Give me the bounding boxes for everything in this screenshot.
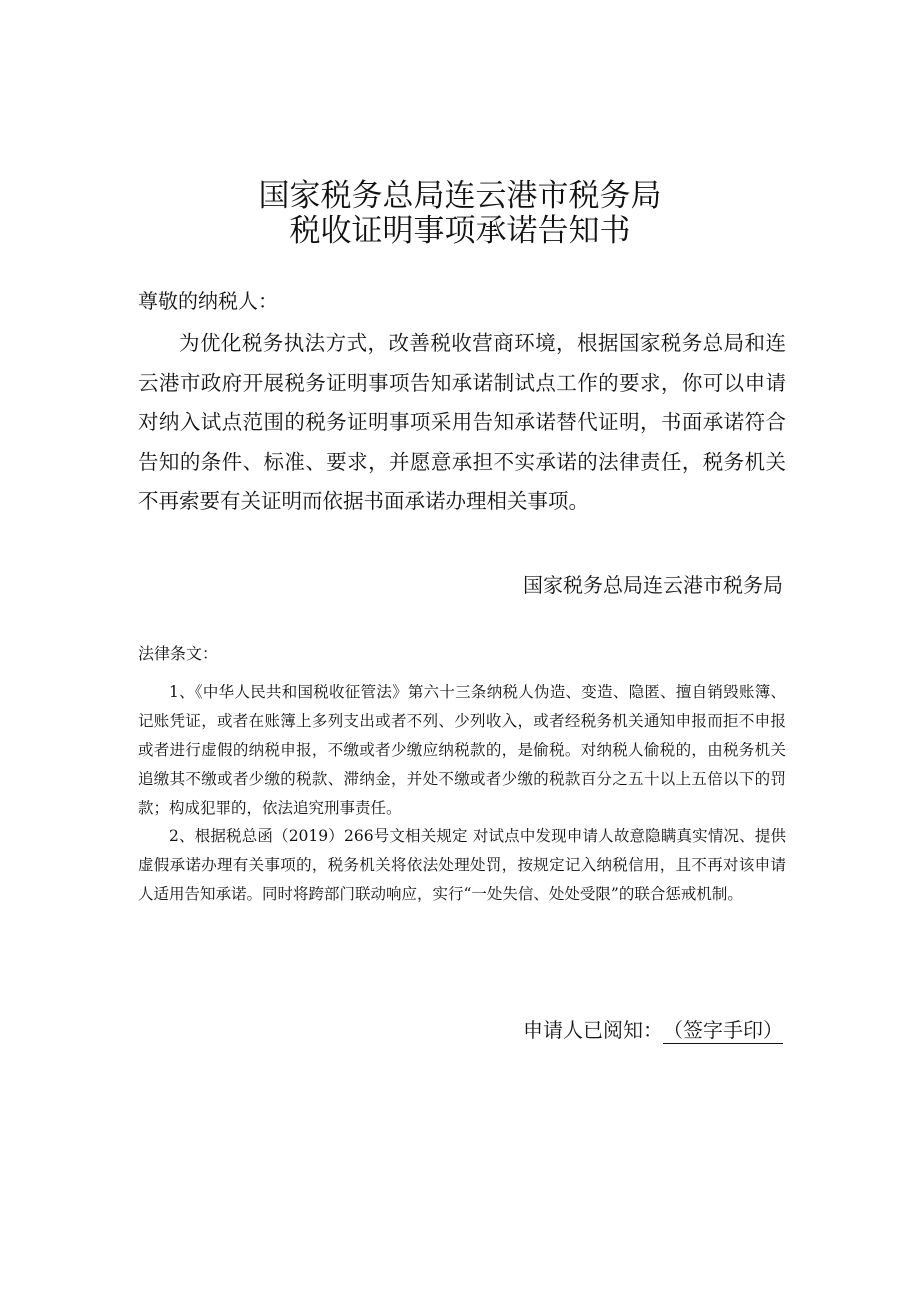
signature-label: 申请人已阅知： (523, 1018, 663, 1042)
document-title-line1: 国家税务总局连云港市税务局 (258, 178, 662, 214)
signature-row (138, 1015, 783, 1045)
law-article-2: 2、根据税总函（2019）266号文相关规定 对试点中发现申请人故意隐瞒真实情况、提供虚假承诺办理有关事项的，税务机关将依法处理处罚，按规定记入纳税信用，且不再对该申请人适用告知承诺。同时将跨部门联动响应，实行“一处失信、处处受限”的联合惩戒机制。 (138, 827, 786, 903)
law-heading: 法律条文： (138, 644, 219, 663)
law-article-1: 1、《中华人民共和国税收征管法》第六十三条纳税人伪造、变造、隐匿、擅自销毁账簿、记账凭证，或者在账簿上多列支出或者不列、少列收入，或者经税务机关通知申报而拒不申报或者进行虚假的纳税申报，不缴或者少缴应纳税款的，是偷税。对纳税人偷税的，由税务机关追缴其不缴或者少缴的税款、滞纳金，并处不缴或者少缴的税款百分之五十以上五倍以下的罚款；构成犯罪的，依法追究刑事责任。 (138, 683, 786, 817)
salutation: 尊敬的纳税人： (138, 289, 278, 313)
notice-body: 为优化税务执法方式，改善税收营商环境，根据国家税务总局和连云港市政府开展税务证明事项告知承诺制试点工作的要求，你可以申请对纳入试点范围的税务证明事项采用告知承诺替代证明，书面承诺符合告知的条件、标准、要求，并愿意承担不实承诺的法律责任，税务机关不再索要有关证明而依据书面承诺办理相关事项。 (138, 331, 786, 513)
issuer-name: 国家税务总局连云港市税务局 (523, 573, 783, 597)
signature-blank[interactable]: （签字手印） (663, 1018, 783, 1042)
document-title-line2: 税收证明事项承诺告知书 (289, 213, 631, 249)
